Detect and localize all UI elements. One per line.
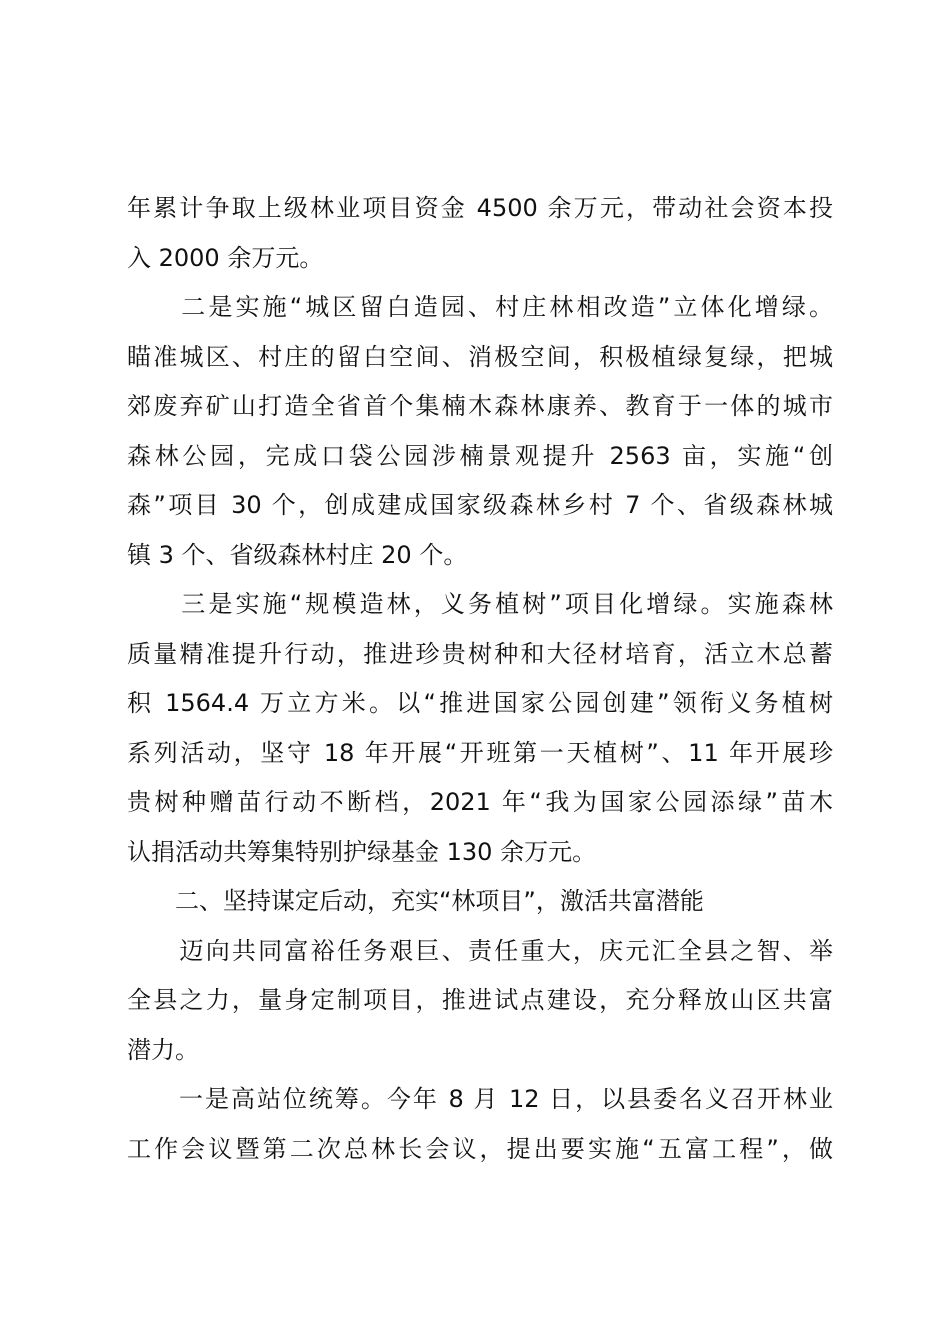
paragraph-afforestation [127, 580, 833, 877]
text-line: 二是实施“城区留白造园、村庄林相改造”立体化增绿。 [127, 293, 833, 321]
text-line: 认捐活动共筹集特别护绿基金 130 余万元。 [127, 837, 597, 866]
text-line: 三是实施“规模造林，义务植树”项目化增绿。实施森林 [127, 590, 833, 618]
section-heading-text: 二、坚持谋定后动，充实“林项目”，激活共富潜能 [127, 887, 704, 915]
document-body [127, 184, 833, 1174]
text-line: 郊废弃矿山打造全省首个集楠木森林康养、教育于一体的城市 [127, 392, 833, 420]
text-line: 系列活动，坚守 18 年开展“开班第一天植树”、11 年开展珍 [127, 738, 833, 767]
text-line: 积 1564.4 万立方米。以“推进国家公园创建”领衔义务植树 [127, 689, 833, 717]
text-line: 森”项目 30 个，创成建成国家级森林乡村 7 个、省级森林城 [127, 491, 833, 519]
paragraph-urban-greening [127, 283, 833, 580]
text-line: 工作会议暨第二次总林长会议，提出要实施“五富工程”，做 [127, 1134, 833, 1163]
section-heading-2 [127, 877, 833, 927]
paragraph-common-prosperity [127, 927, 833, 1076]
text-line: 一是高站位统筹。今年 8 月 12 日，以县委名义召开林业 [127, 1085, 833, 1113]
text-line: 瞄准城区、村庄的留白空间、消极空间，积极植绿复绿，把城 [127, 342, 833, 371]
text-line: 质量精准提升行动，推进珍贵树种和大径材培育，活立木总蓄 [127, 639, 833, 668]
text-line: 迈向共同富裕任务艰巨、责任重大，庆元汇全县之智、举 [127, 936, 833, 965]
text-line: 全县之力，量身定制项目，推进试点建设，充分释放山区共富 [127, 986, 833, 1014]
text-line: 潜力。 [127, 1035, 199, 1064]
text-line: 入 2000 余万元。 [127, 243, 324, 272]
text-line: 贵树种赠苗行动不断档，2021 年“我为国家公园添绿”苗木 [127, 788, 833, 816]
text-line: 年累计争取上级林业项目资金 4500 余万元，带动社会资本投 [127, 194, 833, 222]
text-line: 森林公园，完成口袋公园涉楠景观提升 2563 亩，实施“创 [127, 441, 833, 470]
text-line: 镇 3 个、省级森林村庄 20 个。 [127, 540, 468, 569]
paragraph-high-level-coordination [127, 1075, 833, 1174]
paragraph-funding-summary [127, 184, 833, 283]
